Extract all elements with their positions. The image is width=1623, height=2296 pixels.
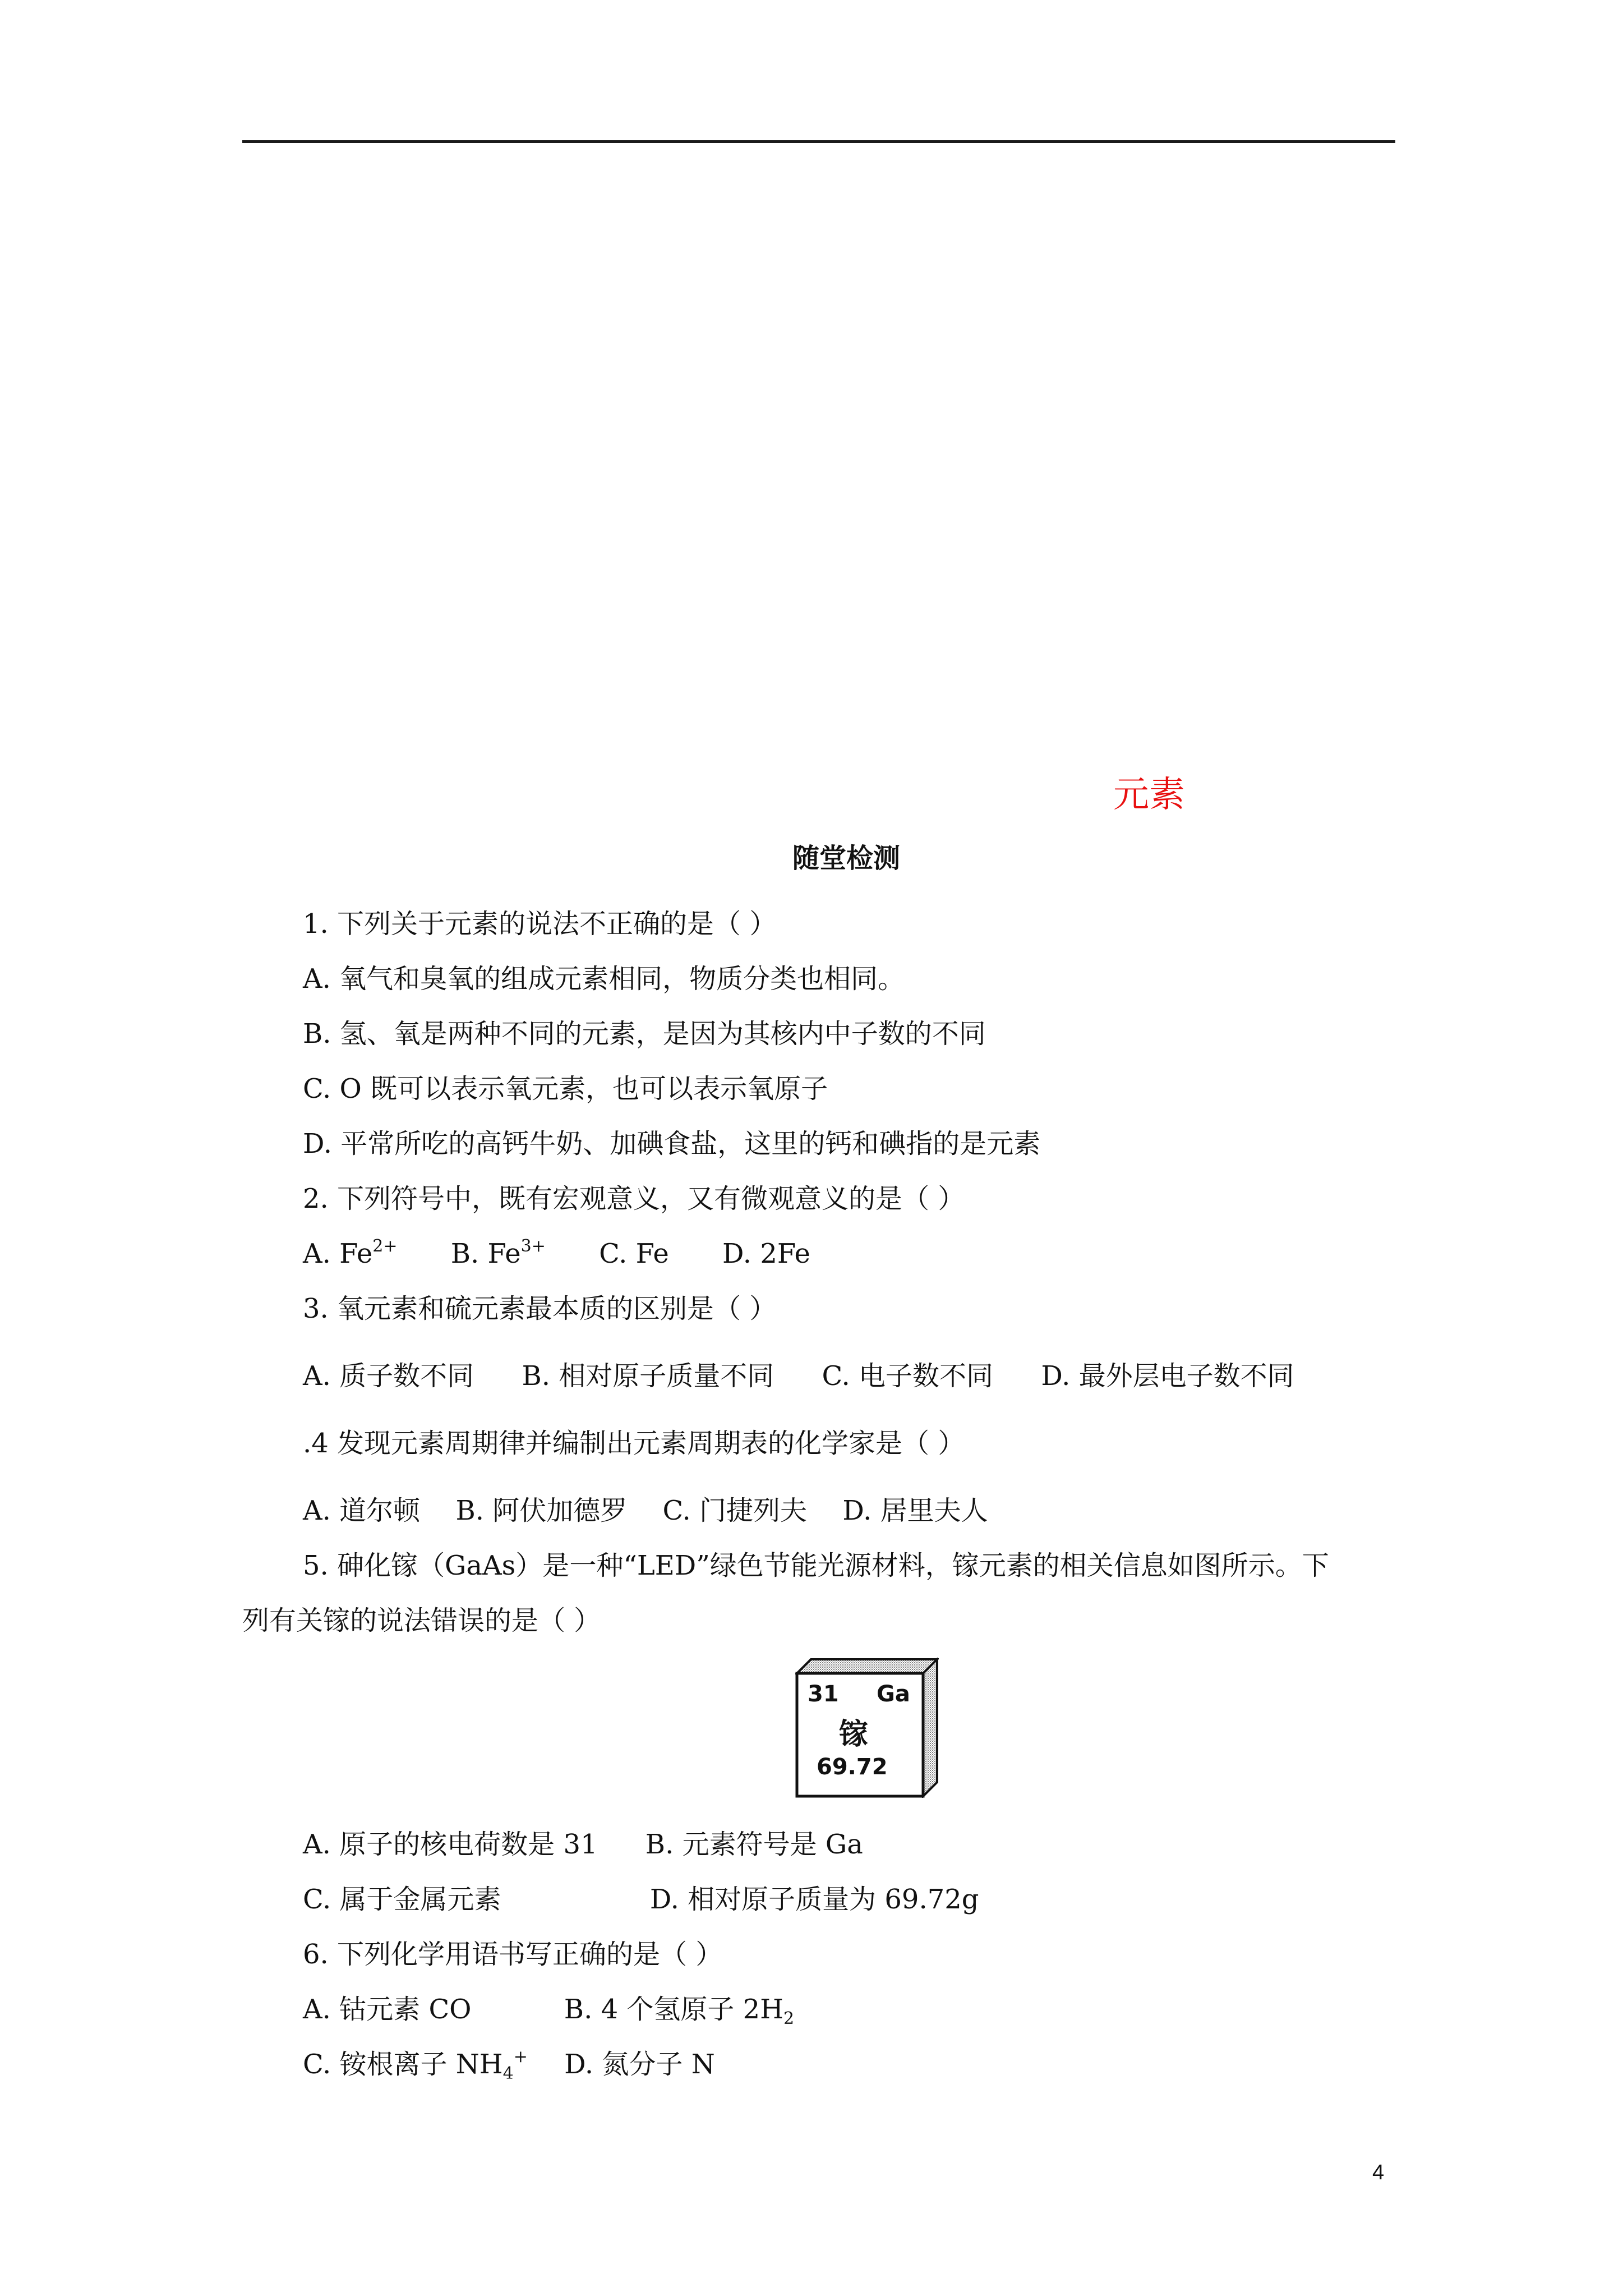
question-1-stem: 1. 下列关于元素的说法不正确的是（ ） <box>303 908 777 940</box>
question-3-option-b: B. 相对原子质量不同 <box>522 1360 774 1392</box>
question-6-option-b: B. 4 个氢原子 $2H_2$ <box>564 1994 795 2028</box>
element-atomic-mass: 69.72 <box>817 1754 888 1780</box>
question-4-option-c: C. 门捷列夫 <box>662 1495 808 1526</box>
question-1-option-c: C. O 既可以表示氧元素，也可以表示氧原子 <box>303 1073 828 1105</box>
question-2-option-a: A. $Fe^{2+}$ <box>303 1236 398 1269</box>
question-5-options-row-2 <box>303 1877 979 1922</box>
question-6-options-row-2 <box>303 2042 715 2087</box>
question-3-options <box>303 1354 1294 1398</box>
question-3-stem: 3. 氧元素和硫元素最本质的区别是（ ） <box>303 1293 777 1324</box>
question-6-option-a: A. 钴元素 CO <box>303 1994 472 2025</box>
page-title: 元素 <box>1113 774 1185 816</box>
question-5-option-a: A. 原子的核电荷数是 31 <box>303 1829 598 1860</box>
question-5-options-row-1 <box>303 1822 863 1867</box>
question-2-option-c: C. Fe <box>599 1238 669 1269</box>
element-symbol: Ga <box>877 1681 910 1707</box>
question-5-option-d: D. 相对原子质量为 69.72g <box>649 1884 979 1915</box>
question-5-stem-line-1: 5. 砷化镓（GaAs）是一种“LED”绿色节能光源材料，镓元素的相关信息如图所示。下 <box>303 1550 1329 1581</box>
section-title: 随堂检测 <box>792 843 901 874</box>
question-5-option-c: C. 属于金属元素 <box>303 1884 501 1915</box>
question-4-option-d: D. 居里夫人 <box>842 1495 988 1526</box>
question-2-stem: 2. 下列符号中，既有宏观意义，又有微观意义的是（ ） <box>303 1183 965 1214</box>
question-6-options-row-1 <box>303 1987 794 2032</box>
question-4-option-b: B. 阿伏加德罗 <box>455 1495 628 1526</box>
question-1-option-a: A. 氧气和臭氧的组成元素相同，物质分类也相同。 <box>303 963 905 995</box>
question-4-options <box>303 1488 988 1533</box>
question-2-options <box>303 1231 810 1276</box>
question-5-stem-line-2: 列有关镓的说法错误的是（ ） <box>242 1605 601 1636</box>
element-name: 镓 <box>839 1718 869 1751</box>
question-4-stem: .4 发现元素周期律并编制出元素周期表的化学家是（ ） <box>303 1428 965 1459</box>
question-5-option-b: B. 元素符号是 Ga <box>645 1829 863 1860</box>
question-4-option-a: A. 道尔顿 <box>303 1495 421 1526</box>
question-6-option-d: D. 氮分子 N <box>564 2049 715 2080</box>
question-3-option-d: D. 最外层电子数不同 <box>1041 1360 1294 1392</box>
page-number: 4 <box>1372 2161 1385 2184</box>
question-6-option-c: C. 铵根离子 $NH_4^+$ <box>303 2047 528 2083</box>
question-2-option-b: B. $Fe^{3+}$ <box>450 1236 546 1269</box>
question-6-stem: 6. 下列化学用语书写正确的是（ ） <box>303 1939 723 1970</box>
question-3-option-a: A. 质子数不同 <box>303 1360 474 1392</box>
question-2-option-d: D. 2Fe <box>722 1238 810 1269</box>
element-atomic-number: 31 <box>808 1681 839 1707</box>
gallium-element-card <box>795 1658 939 1798</box>
header-rule <box>242 140 1395 143</box>
question-3-option-c: C. 电子数不同 <box>822 1360 994 1392</box>
question-1-option-b: B. 氢、氧是两种不同的元素，是因为其核内中子数的不同 <box>303 1018 986 1050</box>
question-1-option-d: D. 平常所吃的高钙牛奶、加碘食盐，这里的钙和碘指的是元素 <box>303 1128 1041 1159</box>
